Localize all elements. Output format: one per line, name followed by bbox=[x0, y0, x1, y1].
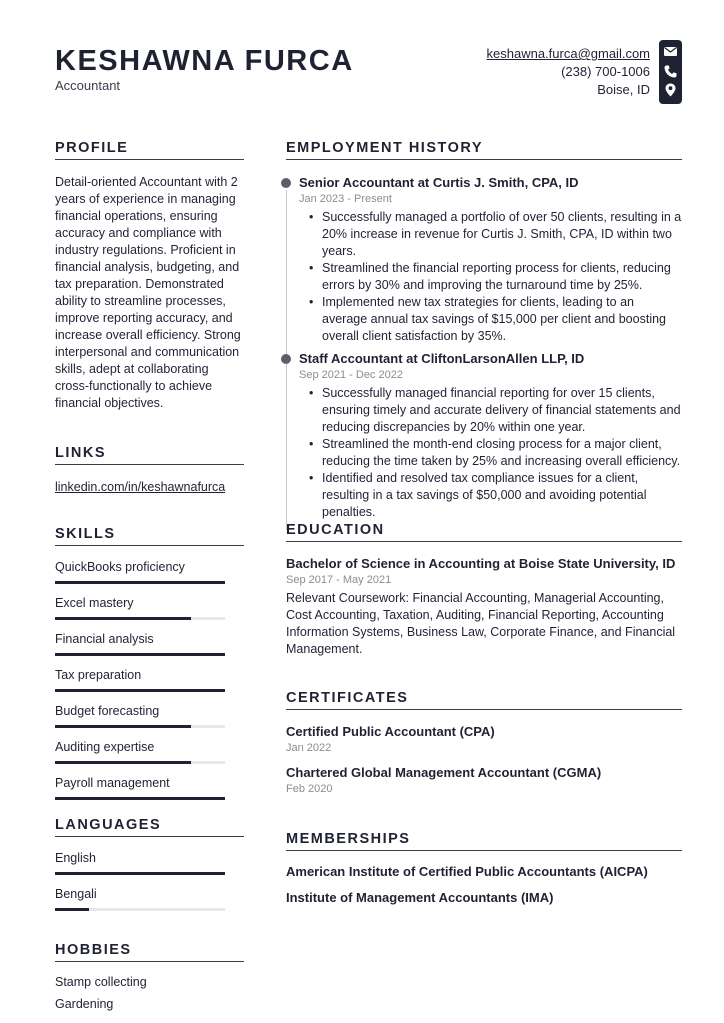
skill-item bbox=[55, 559, 244, 584]
links-heading: LINKS bbox=[55, 445, 244, 465]
contact-phone: (238) 700-1006 bbox=[561, 64, 650, 79]
education-date: Sep 2017 - May 2021 bbox=[286, 574, 392, 586]
education-text: Relevant Coursework: Financial Accounting, Managerial Accounting, Cost Accounting, Taxation, Auditing, Financial Reporting, Accounting Information Systems, Business Law, Corporate Finance, and Financial Management. bbox=[286, 591, 676, 656]
skill-level-fill bbox=[55, 761, 191, 764]
language-level-track bbox=[55, 908, 225, 911]
skill-level-track bbox=[55, 689, 225, 692]
skill-label: Excel mastery bbox=[55, 596, 134, 610]
certificate-title: Chartered Global Management Accountant (CGMA) bbox=[286, 765, 602, 780]
skill-item bbox=[55, 631, 244, 656]
candidate-name: KESHAWNA FURCA bbox=[55, 45, 354, 77]
skill-item bbox=[55, 595, 244, 620]
language-level-track bbox=[55, 872, 225, 875]
skill-level-fill bbox=[55, 725, 191, 728]
profile-text: Detail-oriented Accountant with 2 years of experience in managing financial operations, ensuring accuracy and compliance with industry regulations. Proficient in financial analysis, budgeting, and tax preparation. Demonstrated ability to streamline processes, improve reporting accuracy, and increase overall efficiency. Strong interpersonal and communication skills, adept at collaborating cross-functionally to achieve financial objectives. bbox=[55, 175, 241, 410]
left-column bbox=[55, 140, 244, 1011]
skill-level-track bbox=[55, 797, 225, 800]
degree-title: Bachelor of Science in Accounting at Boise State University, ID bbox=[286, 556, 676, 571]
skill-item bbox=[55, 667, 244, 692]
language-level-fill bbox=[55, 908, 89, 911]
links-section bbox=[55, 445, 244, 496]
skill-level-track bbox=[55, 617, 225, 620]
skill-level-fill bbox=[55, 797, 225, 800]
job-title: Staff Accountant at CliftonLarsonAllen LLP, ID bbox=[299, 351, 585, 366]
skill-label: QuickBooks proficiency bbox=[55, 560, 185, 574]
skill-level-track bbox=[55, 653, 225, 656]
skill-level-track bbox=[55, 581, 225, 584]
language-level-fill bbox=[55, 872, 225, 875]
skill-item bbox=[55, 703, 244, 728]
profile-heading: PROFILE bbox=[55, 140, 244, 160]
skill-label: Financial analysis bbox=[55, 632, 154, 646]
skill-label: Tax preparation bbox=[55, 668, 142, 682]
job-bullets bbox=[299, 209, 682, 345]
employment-section bbox=[286, 140, 682, 521]
education-section bbox=[286, 522, 682, 658]
skills-heading: SKILLS bbox=[55, 526, 244, 546]
certificate-date: Jan 2022 bbox=[286, 742, 332, 754]
skill-level-fill bbox=[55, 581, 225, 584]
map-pin-icon bbox=[665, 83, 676, 97]
contact-info bbox=[487, 45, 650, 99]
hobby-item: Gardening bbox=[55, 997, 114, 1011]
skill-level-track bbox=[55, 761, 225, 764]
language-label: Bengali bbox=[55, 887, 97, 901]
membership-item: Institute of Management Accountants (IMA) bbox=[286, 890, 554, 905]
job-bullet: • Identified and resolved tax compliance issues for a client, resulting in a tax savings of $50,000 and avoiding potential penalties. bbox=[322, 470, 682, 521]
skill-item bbox=[55, 775, 244, 800]
contact-location: Boise, ID bbox=[597, 82, 650, 97]
candidate-title: Accountant bbox=[55, 78, 121, 93]
job-date: Sep 2021 - Dec 2022 bbox=[299, 369, 403, 381]
contact-email[interactable]: keshawna.furca@gmail.com bbox=[486, 46, 650, 61]
languages-section bbox=[55, 817, 244, 922]
phone-icon bbox=[664, 65, 677, 78]
language-item bbox=[55, 886, 244, 911]
hobbies-heading: HOBBIES bbox=[55, 942, 244, 962]
profile-section bbox=[55, 140, 244, 412]
job-bullet: • Implemented new tax strategies for clients, leading to an average annual tax savings of $15,000 per client and boosting overall client satisfaction by 35%. bbox=[322, 294, 682, 345]
membership-item: American Institute of Certified Public Accountants (AICPA) bbox=[286, 864, 648, 879]
job-bullet: • Streamlined the month-end closing process for a major client, reducing the time taken by 25% and increasing overall efficiency. bbox=[322, 436, 682, 470]
employment-heading: EMPLOYMENT HISTORY bbox=[286, 140, 682, 160]
skill-item bbox=[55, 739, 244, 764]
memberships-heading: MEMBERSHIPS bbox=[286, 831, 682, 851]
hobbies-section bbox=[55, 942, 244, 1015]
skill-label: Budget forecasting bbox=[55, 704, 160, 718]
skill-level-fill bbox=[55, 617, 191, 620]
certificate-title: Certified Public Accountant (CPA) bbox=[286, 724, 495, 739]
skill-label: Payroll management bbox=[55, 776, 170, 790]
language-label: English bbox=[55, 851, 96, 865]
skill-label: Auditing expertise bbox=[55, 740, 155, 754]
education-heading: EDUCATION bbox=[286, 522, 682, 542]
skill-level-fill bbox=[55, 653, 225, 656]
job-bullets bbox=[299, 385, 682, 521]
certificate-date: Feb 2020 bbox=[286, 783, 333, 795]
certificates-section bbox=[286, 690, 682, 797]
job-title: Senior Accountant at Curtis J. Smith, CPA, ID bbox=[299, 175, 579, 190]
linkedin-link[interactable]: linkedin.com/in/keshawnafurca bbox=[55, 480, 226, 494]
resume-header bbox=[55, 44, 354, 93]
skill-level-fill bbox=[55, 689, 225, 692]
language-item bbox=[55, 850, 244, 875]
timeline-dot bbox=[281, 354, 291, 364]
certificates-heading: CERTIFICATES bbox=[286, 690, 682, 710]
job-date: Jan 2023 - Present bbox=[299, 193, 392, 205]
job-bullet: • Streamlined the financial reporting process for clients, reducing errors by 30% and improving the turnaround time by 25%. bbox=[322, 260, 682, 294]
envelope-icon bbox=[664, 46, 677, 57]
languages-heading: LANGUAGES bbox=[55, 817, 244, 837]
contact-icon-bar bbox=[659, 40, 682, 104]
timeline-dot bbox=[281, 178, 291, 188]
skill-level-track bbox=[55, 725, 225, 728]
memberships-section bbox=[286, 831, 682, 911]
job-entry bbox=[286, 174, 682, 345]
job-entry bbox=[286, 350, 682, 521]
job-bullet: • Successfully managed financial reporting for over 15 clients, ensuring timely and accurate delivery of financial statements and reducing discrepancies by 20% within one year. bbox=[322, 385, 682, 436]
right-column bbox=[286, 140, 682, 905]
job-bullet: • Successfully managed a portfolio of over 50 clients, resulting in a 20% increase in revenue for Curtis J. Smith, CPA, ID within two years. bbox=[322, 209, 682, 260]
skills-section bbox=[55, 526, 244, 811]
hobby-item: Stamp collecting bbox=[55, 975, 147, 989]
